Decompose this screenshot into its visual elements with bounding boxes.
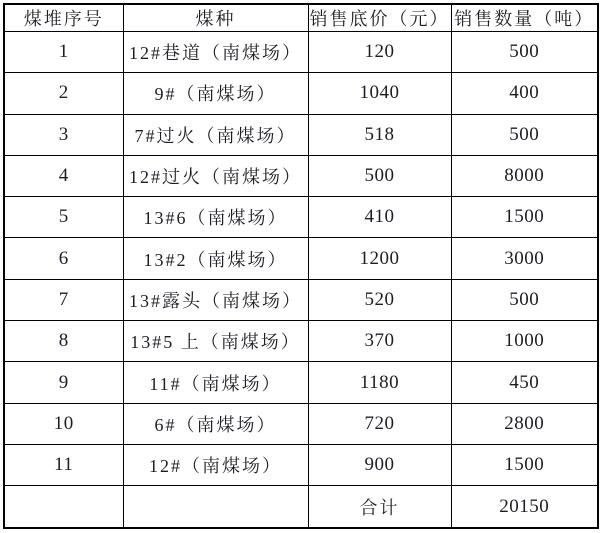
table-row — [4, 238, 598, 279]
table-cell: 500 — [451, 279, 598, 320]
table-cell — [4, 486, 123, 528]
table-cell: 6#（南煤场） — [123, 403, 308, 444]
table-row — [4, 321, 598, 362]
coal-sales-table — [3, 3, 599, 529]
table-cell: 20150 — [451, 486, 598, 528]
table-cell: 9#（南煤场） — [123, 73, 308, 114]
table-cell: 2 — [4, 73, 123, 114]
table-cell: 1180 — [308, 362, 451, 403]
table-cell: 7 — [4, 279, 123, 320]
total-row — [4, 486, 598, 528]
table-cell: 1 — [4, 32, 123, 73]
table-cell: 2800 — [451, 403, 598, 444]
table-cell: 410 — [308, 197, 451, 238]
table-cell: 12#（南煤场） — [123, 444, 308, 485]
table-cell: 1500 — [451, 444, 598, 485]
table-body — [4, 32, 598, 529]
table-cell: 13#露头（南煤场） — [123, 279, 308, 320]
table-cell: 1000 — [451, 321, 598, 362]
header-row — [4, 4, 598, 32]
table-cell: 8 — [4, 321, 123, 362]
table-row — [4, 197, 598, 238]
table-cell: 450 — [451, 362, 598, 403]
table-cell: 1040 — [308, 73, 451, 114]
header-pile-no: 煤堆序号 — [4, 4, 123, 32]
table-cell: 400 — [451, 73, 598, 114]
table-cell: 11 — [4, 444, 123, 485]
table-cell — [123, 486, 308, 528]
table-cell: 9 — [4, 362, 123, 403]
table-cell: 8000 — [451, 155, 598, 196]
table-cell: 720 — [308, 403, 451, 444]
header-base-price: 销售底价（元） — [308, 4, 451, 32]
table-row — [4, 73, 598, 114]
table-row — [4, 362, 598, 403]
table-cell: 500 — [308, 155, 451, 196]
table-row — [4, 403, 598, 444]
table-cell: 900 — [308, 444, 451, 485]
table-cell: 500 — [451, 32, 598, 73]
header-coal-type: 煤种 — [123, 4, 308, 32]
table-cell: 1200 — [308, 238, 451, 279]
table-cell: 370 — [308, 321, 451, 362]
table-cell: 518 — [308, 114, 451, 155]
table-cell: 5 — [4, 197, 123, 238]
table-row — [4, 32, 598, 73]
table-row — [4, 155, 598, 196]
table-row — [4, 279, 598, 320]
table-cell: 10 — [4, 403, 123, 444]
table-cell: 13#2（南煤场） — [123, 238, 308, 279]
table-cell: 12#巷道（南煤场） — [123, 32, 308, 73]
table-cell: 4 — [4, 155, 123, 196]
table-cell: 500 — [451, 114, 598, 155]
table-cell: 520 — [308, 279, 451, 320]
table-cell: 12#过火（南煤场） — [123, 155, 308, 196]
table-cell: 1500 — [451, 197, 598, 238]
table-cell: 3 — [4, 114, 123, 155]
table-cell: 13#6（南煤场） — [123, 197, 308, 238]
table-cell: 6 — [4, 238, 123, 279]
header-sales-quantity: 销售数量（吨） — [451, 4, 598, 32]
table-cell: 3000 — [451, 238, 598, 279]
table-cell: 11#（南煤场） — [123, 362, 308, 403]
table-cell: 7#过火（南煤场） — [123, 114, 308, 155]
table-cell: 合计 — [308, 486, 451, 528]
table-row — [4, 444, 598, 485]
table-cell: 120 — [308, 32, 451, 73]
table-row — [4, 114, 598, 155]
table-cell: 13#5 上（南煤场） — [123, 321, 308, 362]
